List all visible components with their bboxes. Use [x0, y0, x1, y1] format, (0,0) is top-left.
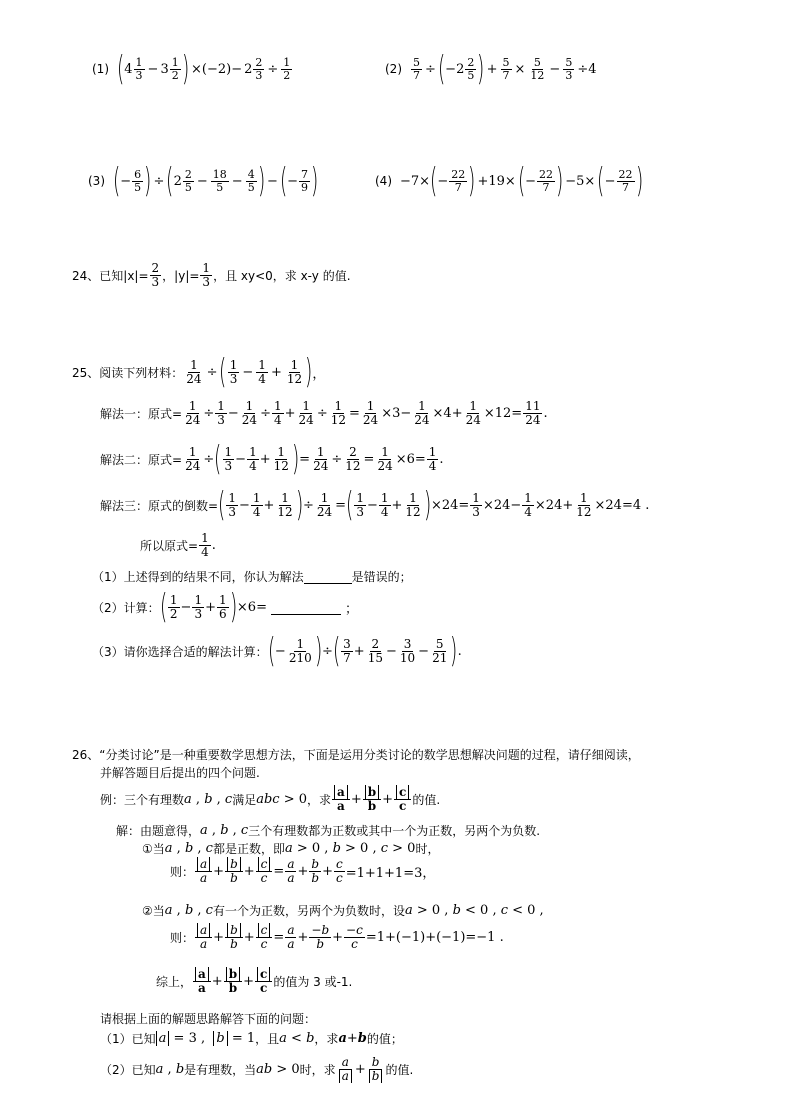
q25-part-2: （2）计算： ( $\frac{1}{2}$ − $\frac{1}{3}$ + $\frac{1}{6}$ ) ×6= ； — [92, 587, 358, 627]
q25-p1-text-b: 是错误的； — [351, 570, 412, 584]
ex-text-4: 的值. — [412, 792, 441, 807]
q26-intro-text-2: 并解答题目后提出的四个问题. — [100, 766, 260, 780]
case-1: ①当 a , b , c 都是正数，即 a > 0 , b > 0 , c > 0 时， — [142, 841, 440, 856]
method-2-label: 解法二：原式= — [100, 452, 183, 467]
sol-text-2: 三个有理数都为正数或其中一个为正数，另两个为负数. — [248, 824, 541, 838]
case-1-text-a: ①当 — [142, 842, 165, 856]
ex-text-2: 满足 — [232, 792, 257, 807]
label-3: (3) — [88, 174, 105, 188]
case-1-calc: 则： $\frac{a}{a}$ + $\frac{b}{b}$ + $\frac{c}{c}$ = $\frac{a}{a}$ + $\frac{b}{b}$ + $\frac{c}{c}$ =1+1+1=3， — [170, 857, 436, 885]
a1-text-c: ，求 — [314, 1032, 339, 1046]
so-result: 所以原式= $\frac{1}{4}$ . — [140, 531, 216, 559]
q26-intro-line-1 — [72, 746, 640, 763]
q25-part-3: （3）请你选择合适的解法计算： ( − $\frac{1}{210}$ ) ÷ ( $\frac{3}{7}$ + $\frac{2}{15}$ − $\frac{3}{10}$ − $\frac{5}{21}$ ) . — [92, 631, 462, 671]
method-2: 解法二：原式= $\frac{1}{24}$ ÷ ( $\frac{1}{3}$ − $\frac{1}{4}$ + $\frac{1}{12}$ ) = $\frac{1}{24}$ ÷ $\frac{2}{12}$ = $\frac{1}{24}$ ×6= $\frac{1}{4}$ . — [100, 439, 444, 479]
sol-text-1: 解：由题意得， — [116, 824, 201, 838]
q24-text-2: ，|y|= — [162, 268, 200, 283]
method-1: 解法一：原式= $\frac{1}{24}$ ÷ $\frac{1}{3}$ − $\frac{1}{24}$ ÷ $\frac{1}{4}$ + $\frac{1}{24}$ ÷ $\frac{1}{12}$ = $\frac{1}{24}$ ×3− $\frac{1}{24}$ ×4+ $\frac{1}{24}$ ×12= $\frac{11}{24}$ . — [100, 399, 548, 427]
q26-intro-line-2 — [100, 764, 260, 781]
q24-text-1: 已知|x|= — [99, 268, 149, 283]
q26-part-2: （2）已知 a , b 是有理数，当 ab > 0 时，求 $\frac{a}{a}$ + $\frac{b}{b}$ 的值. — [100, 1055, 414, 1083]
so-label: 所以原式= — [140, 538, 199, 553]
answer-blank-2[interactable] — [271, 600, 341, 615]
q26-part-1: （1）已知 a = 3 , b = 1 ，且 a < b ，求 a + b 的值； — [100, 1031, 403, 1046]
ask-text: 请根据上面的解题思路解答下面的问题： — [100, 1012, 317, 1026]
ask-line — [100, 1010, 316, 1027]
q26-number: 26、 — [72, 748, 100, 762]
expr-2: (2) $\frac{5}{7}$ ÷ ( −2 $\frac{2}{5}$ ) + $\frac{5}{7}$ × $\frac{5}{12}$ − $\frac{5}{3}$ ÷4 — [385, 49, 597, 89]
q24-text-3: ，且 xy<0，求 x-y 的值. — [213, 268, 351, 283]
summary: 综上， $\frac{a}{a}$ + $\frac{b}{b}$ + $\frac{c}{c}$ 的值为 3 或-1. — [156, 967, 353, 995]
expr-1: (1) ( 4 $\frac{1}{3}$ − 3 $\frac{1}{2}$ ) ×(−2)− 2 $\frac{2}{3}$ ÷ $\frac{1}{2}$ — [92, 49, 291, 89]
case-2: ②当 a , b , c 有一个为正数，另两个为负数时，设 a > 0 , b < 0 , c < 0 , — [142, 903, 544, 918]
then-label-2: 则： — [170, 930, 195, 945]
q26-intro-text-1: “分类讨论”是一种重要数学思想方法，下面是运用分类讨论的数学思想解决问题的过程，请仔细阅读， — [99, 748, 640, 762]
ex-text-3: ，求 — [307, 792, 332, 807]
a2-text-b: 是有理数，当 — [184, 1062, 257, 1077]
expr-4: (4) −7× ( − $\frac{22}{7}$ ) +19× ( − $\frac{22}{7}$ ) −5× ( − $\frac{22}{7}$ ) — [375, 161, 643, 201]
label-2: (2) — [385, 62, 402, 76]
question-24: 24、 已知|x|= $\frac{2}{3}$ ，|y|= $\frac{1}{3}$ ，且 xy<0，求 x-y 的值. — [72, 261, 351, 289]
a2-text-d: 的值. — [385, 1062, 414, 1077]
ex-text-1: 例：三个有理数 — [100, 792, 185, 807]
method-3: 解法三：原式的倒数= ( $\frac{1}{3}$ − $\frac{1}{4}$ + $\frac{1}{12}$ ) ÷ $\frac{1}{24}$ = ( $\frac{1}{3}$ − $\frac{1}{4}$ + $\frac{1}{12}$ ) ×24= $\frac{1}{3}$ ×24− $\frac{1}{4}$ ×24+ $\frac{1}{12}$ ×24=4 . — [100, 485, 650, 525]
q25-p1-text-a: （1）上述得到的结果不同，你认为解法 — [92, 570, 304, 584]
case-1-text-b: 都是正数，即 — [212, 842, 285, 856]
q25-intro: 25、 阅读下列材料： $\frac{1}{24}$ ÷ ( $\frac{1}{3}$ − $\frac{1}{4}$ + $\frac{1}{12}$ ) ， — [72, 352, 326, 392]
q24-number: 24、 — [72, 268, 100, 283]
method-3-label: 解法三：原式的倒数= — [100, 498, 219, 513]
a1-text-b: ，且 — [255, 1032, 280, 1046]
q25-number: 25、 — [72, 365, 100, 380]
expr-3: (3) ( − $\frac{6}{5}$ ) ÷ ( 2 $\frac{2}{5}$ − $\frac{18}{5}$ − $\frac{4}{5}$ ) − ( − $\frac{7}{9}$ ) — [88, 161, 319, 201]
a2-text-a: （2）已知 — [100, 1062, 156, 1077]
q26-example: 例：三个有理数 a , b , c 满足 abc > 0 ，求 $\frac{a}{a}$ + $\frac{b}{b}$ + $\frac{c}{c}$ 的值. — [100, 785, 441, 813]
q25-intro-text: 阅读下列材料： — [99, 365, 184, 380]
answer-blank-1[interactable] — [304, 569, 352, 584]
case-1-text-c: 时， — [415, 842, 440, 856]
summary-text-2: 的值为 3 或-1. — [273, 974, 353, 989]
q25-p2-text: （2）计算： — [92, 600, 160, 615]
a1-text-d: 的值； — [366, 1032, 403, 1046]
q25-p3-text: （3）请你选择合适的解法计算： — [92, 644, 268, 659]
case-2-text-b: 有一个为正数，另两个为负数时，设 — [212, 904, 405, 918]
summary-text-1: 综上， — [156, 974, 193, 989]
label-4: (4) — [375, 174, 392, 188]
then-label-1: 则： — [170, 864, 195, 879]
a1-text-a: （1）已知 — [100, 1032, 156, 1046]
case-2-text-a: ②当 — [142, 904, 165, 918]
q25-part-1 — [92, 568, 412, 585]
label-1: (1) — [92, 62, 109, 76]
method-1-label: 解法一：原式= — [100, 406, 183, 421]
q26-solution-intro: 解：由题意得， a , b , c 三个有理数都为正数或其中一个为正数，另两个为负数. — [116, 823, 541, 838]
case-2-calc: 则： $\frac{a}{a}$ + $\frac{b}{b}$ + $\frac{c}{c}$ = $\frac{a}{a}$ + $\frac{-b}{b}$ + $\frac{-c}{c}$ =1+(−1)+(−1)=−1 . — [170, 923, 504, 951]
a2-text-c: 时，求 — [299, 1062, 336, 1077]
